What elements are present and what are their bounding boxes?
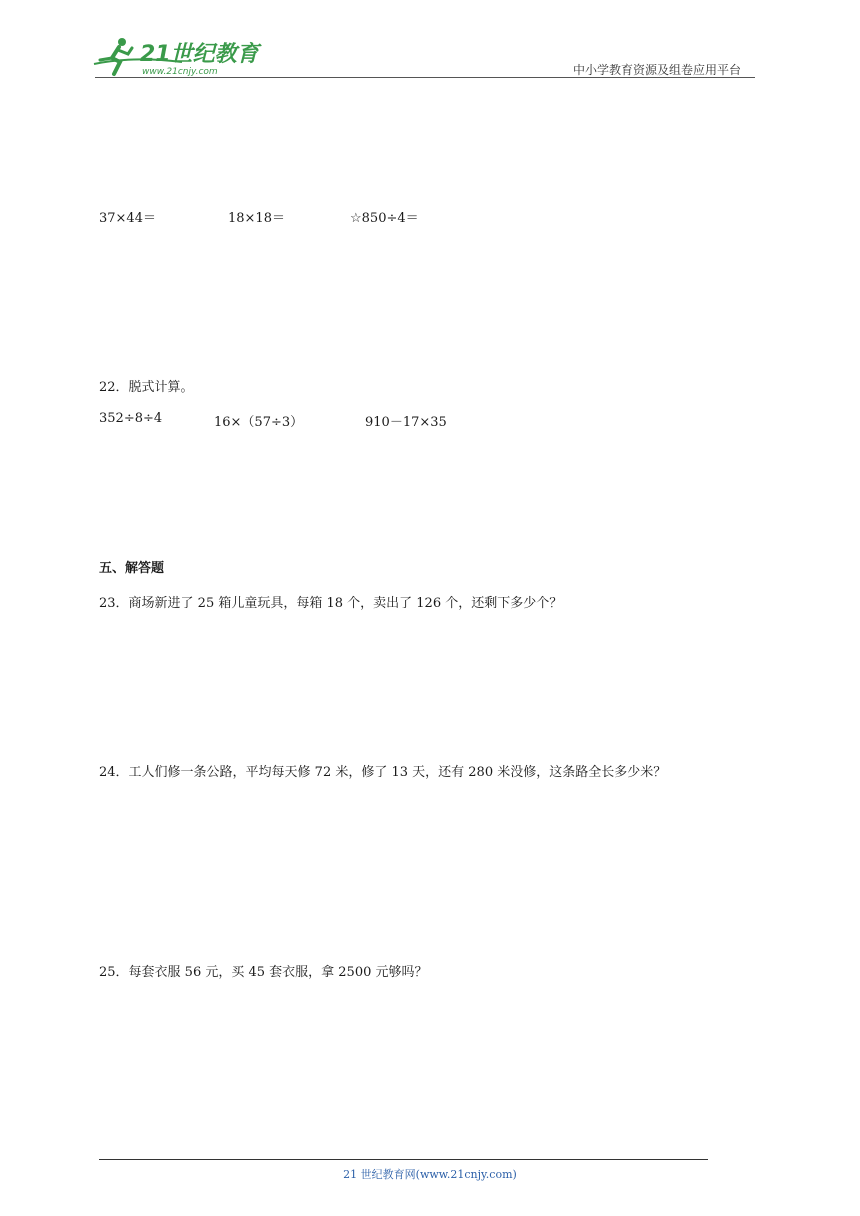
q21-expr-3: ☆850÷4＝ <box>350 211 419 226</box>
q22-title: 22．脱式计算。 <box>99 380 194 395</box>
footer-divider <box>99 1159 708 1160</box>
question-23: 23．商场新进了 25 箱儿童玩具，每箱 18 个，卖出了 126 个，还剩下多少个？ <box>99 596 563 611</box>
q22-expr-3: 910－17×35 <box>365 415 447 430</box>
header-divider <box>95 77 755 78</box>
q22-expr-1: 352÷8÷4 <box>99 411 163 426</box>
platform-name: 中小学教育资源及组卷应用平台 <box>573 63 742 77</box>
q21-expr-2: 18×18＝ <box>228 211 285 226</box>
q21-expr-1: 37×44＝ <box>99 211 156 226</box>
site-logo <box>92 34 267 80</box>
logo-url: www.21cnjy.com <box>142 67 218 77</box>
question-25: 25．每套衣服 56 元，买 45 套衣服，拿 2500 元够吗？ <box>99 965 428 980</box>
footer-link[interactable]: 21 世纪教育网(www.21cnjy.com) <box>343 1168 517 1181</box>
logo-text: 21世纪教育 <box>140 42 259 67</box>
section-heading: 五、解答题 <box>99 561 165 576</box>
q22-expr-2: 16×（57÷3） <box>214 415 304 430</box>
question-24: 24．工人们修一条公路，平均每天修 72 米，修了 13 天，还有 280 米没修，这条路全长多少米？ <box>99 765 667 780</box>
